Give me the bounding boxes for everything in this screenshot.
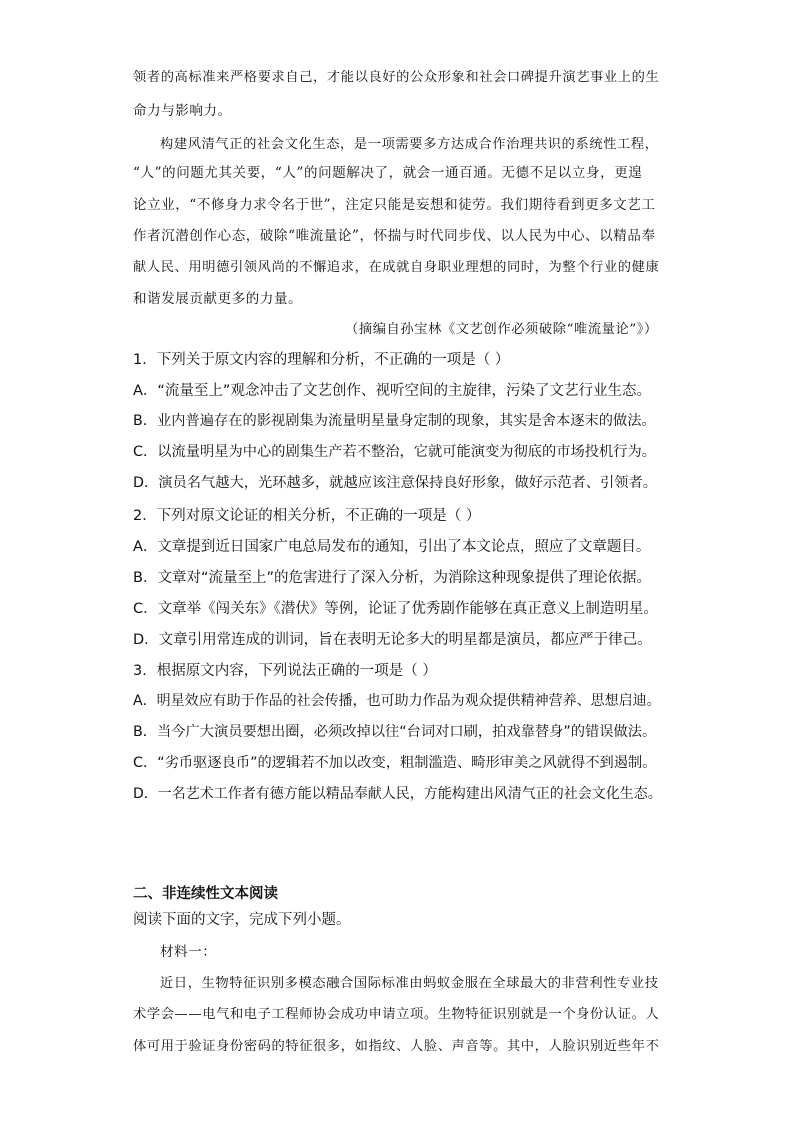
option-a: A．文章提到近日国家广电总局发布的通知，引出了本文论点，照应了文章题目。 xyxy=(133,539,651,555)
option-a: A．明星效应有助于作品的社会传播，也可助力作品为观众提供精神营养、思想启迪。 xyxy=(133,693,661,709)
passage-line: 献人民、用明德引领风尚的不懈追求，在成就自身职业理想的同时，为整个行业的健康 xyxy=(133,260,660,275)
option-b: B．文章对“流量至上”的危害进行了深入分析，为消除这种现象提供了理论依据。 xyxy=(133,570,651,586)
option-b: B．业内普遍存在的影视剧集为流量明星量身定制的现象，其实是舍本逐末的做法。 xyxy=(133,413,656,429)
passage-line: 作者沉潜创作心态，破除“唯流量论”，怀揣与时代同步伐、以人民为中心、以精品奉 xyxy=(133,228,656,244)
option-b: B．当今广大演员要想出圈，必须改掉以往“台词对口刷，拍戏靠替身”的错误做法。 xyxy=(133,724,657,740)
source-citation: （摘编自孙宝林《文艺创作必须破除“唯流量论”》） xyxy=(345,322,658,337)
section-heading: 二、非连续性文本阅读 xyxy=(133,886,278,902)
passage-line: 领者的高标准来严格要求自己，才能以良好的公众形象和社会口碑提升演艺事业上的生 xyxy=(133,70,660,85)
option-a: A．“流量至上”观念冲击了文艺创作、视听空间的主旋律，污染了文艺行业生态。 xyxy=(133,383,651,399)
section-instruction: 阅读下面的文字，完成下列小题。 xyxy=(133,912,351,928)
option-c: C．“劣币驱逐良币”的逻辑若不加以改变，粗制滥造、畸形审美之风就得不到遏制。 xyxy=(133,755,657,771)
material-line: 体可用于验证身份密码的特征很多，如指纹、人脸、声音等。其中，人脸识别近些年不 xyxy=(133,1039,660,1054)
question-stem: 2．下列对原文论证的相关分析，不正确的一项是（ ） xyxy=(133,508,481,524)
passage-line: 论立业，“不修身力求令名于世”，注定只能是妄想和徒劳。我们期待看到更多文艺工 xyxy=(133,197,656,213)
option-c: C．以流量明星为中心的剧集生产若不整治，它就可能演变为彻底的市场投机行为。 xyxy=(133,444,656,460)
question-stem: 3．根据原文内容，下列说法正确的一项是（ ） xyxy=(133,663,437,679)
material-line: 术学会——电气和电子工程师协会成功申请立项。生物特征识别就是一个身份认证。人 xyxy=(133,1007,660,1022)
question-stem: 1．下列关于原文内容的理解和分析，不正确的一项是（ ） xyxy=(133,352,510,368)
passage-line: 和谐发展贡献更多的力量。 xyxy=(133,291,303,307)
material-label: 材料一： xyxy=(160,944,217,960)
option-c: C．文章举《闯关东》《潜伏》等例，论证了优秀剧作能够在真正意义上制造明星。 xyxy=(133,601,658,617)
option-d: D．一名艺术工作者有德方能以精品奉献人民，方能构建出风清气正的社会文化生态。 xyxy=(133,786,662,802)
passage-line: 构建风清气正的社会文化生态，是一项需要多方达成合作治理共识的系统性工程， xyxy=(160,137,659,152)
passage-line: “人”的问题尤其关要，“人”的问题解决了，就会一通百通。无德不足以立身，更遑 xyxy=(133,165,643,181)
material-line: 近日，生物特征识别多模态融合国际标准由蚂蚁金服在全球最大的非营利性专业技 xyxy=(160,976,659,991)
passage-line: 命力与影响力。 xyxy=(133,103,232,119)
option-d: D．文章引用常连成的训词，旨在表明无论多大的明星都是演员，都应严于律己。 xyxy=(133,632,652,648)
option-d: D．演员名气越大，光环越多，就越应该注意保持良好形象，做好示范者、引领者。 xyxy=(133,475,657,491)
